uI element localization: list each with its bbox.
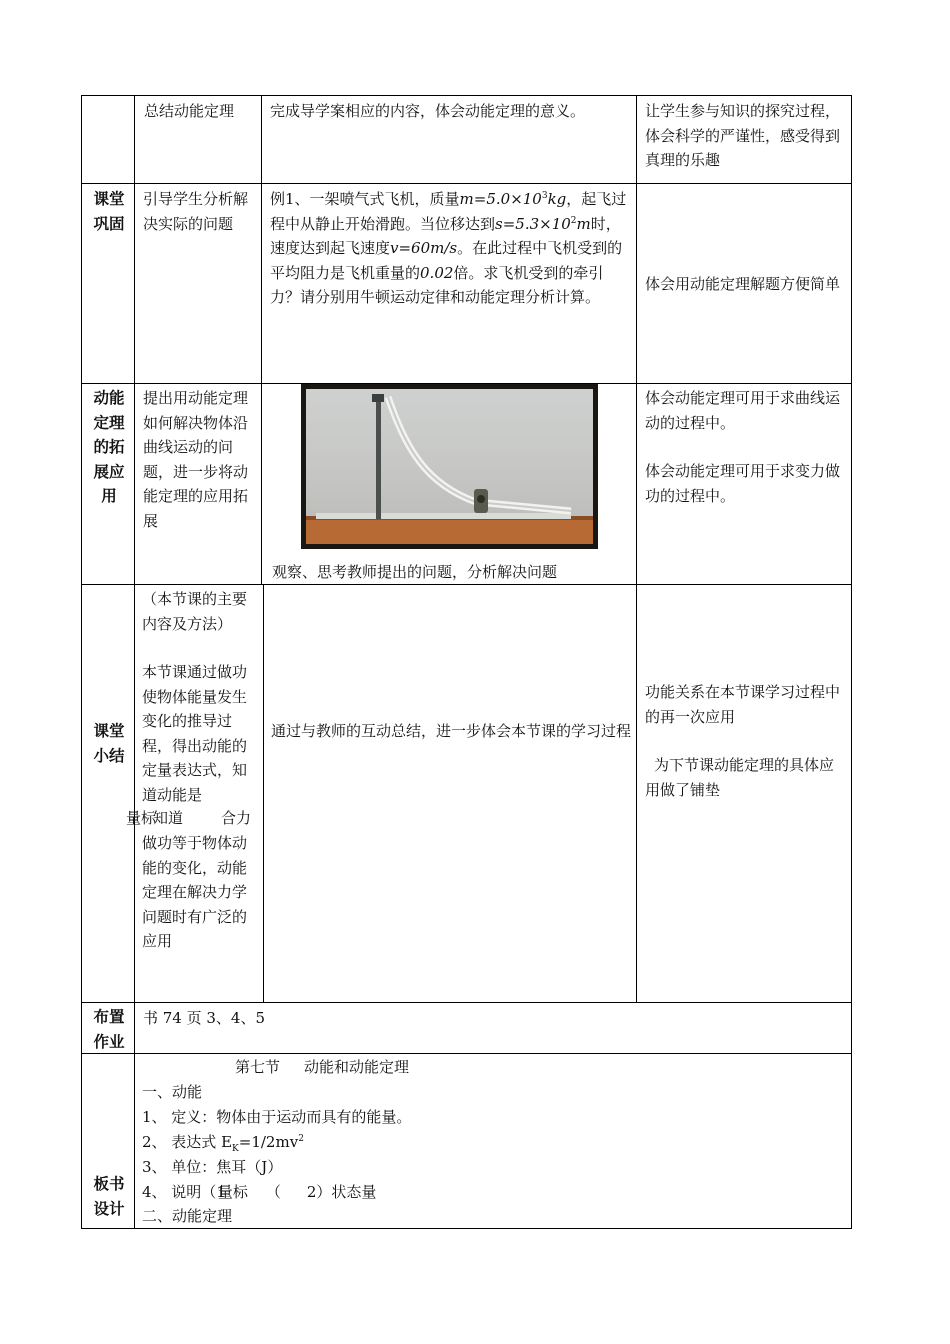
board-line-5 <box>142 1180 742 1205</box>
class-summary-scalar-line <box>126 806 261 831</box>
col-divider <box>636 584 637 1003</box>
example-text: 倍。求飞机受到的牵引力？请分别用牛顿运动定律和动能定理分析计算。 <box>270 263 604 306</box>
example-mass-exp: 3 <box>541 191 548 201</box>
example-text: ，起飞过程中从静止开始滑跑。当位移达到 <box>270 190 627 233</box>
class-summary-student-text: 通过与教师的互动总结，进一步体会本节课的学习过程 <box>271 722 632 740</box>
know-word: 知道 <box>153 809 184 827</box>
class-summary-intent-1: 功能关系在本节课学习过程中的再一次应用 <box>645 683 841 726</box>
extension-student <box>272 560 634 585</box>
stage-board <box>89 1172 129 1221</box>
board-section-number: 第七节 <box>235 1058 281 1076</box>
board-text: 1、 定义：物体由于运动而具有的能量。 <box>142 1108 412 1126</box>
board-text: 二、动能定理 <box>142 1207 233 1225</box>
row-divider <box>81 1053 852 1054</box>
class-summary-intent <box>645 680 845 802</box>
board-text: 2）状态量 <box>306 1183 377 1201</box>
example-mass-unit: kg <box>547 190 567 208</box>
summary-student <box>270 99 632 124</box>
board-title <box>235 1055 635 1080</box>
example-mass: m=5.0×10 <box>459 190 542 208</box>
consolidation-intent <box>645 272 845 297</box>
col-divider <box>636 95 637 584</box>
consolidation-activity <box>143 187 255 236</box>
stage-consolidation <box>89 187 129 236</box>
class-summary-intent-2: 为下节课动能定理的具体应用做了铺垫 <box>645 756 835 799</box>
table-border-left <box>81 95 82 1229</box>
table-border-right <box>851 95 852 1229</box>
consolidation-activity-text: 引导学生分析解决实际的问题 <box>143 190 249 233</box>
extension-activity <box>143 386 255 533</box>
extension-intent-1: 体会动能定理可用于求曲线运动的过程中。 <box>645 389 841 432</box>
board-subscript: K <box>232 1144 239 1154</box>
board-text: 量标 <box>217 1183 248 1201</box>
class-summary-activity-cont <box>142 831 258 954</box>
net-force-word: 合力 <box>221 809 252 827</box>
board-section-title: 动能和动能定理 <box>304 1058 410 1076</box>
scalar-word: 量标 <box>126 809 157 827</box>
extension-intent <box>645 386 845 508</box>
col-divider <box>261 95 262 584</box>
board-text: =1/2mv <box>238 1133 299 1151</box>
board-line-3 <box>142 1130 742 1155</box>
stage-homework-label: 布置作业 <box>93 1007 125 1051</box>
class-summary-activity <box>142 587 258 807</box>
board-text: 一、动能 <box>142 1083 203 1101</box>
experiment-photo <box>301 384 598 549</box>
extension-student-text: 观察、思考教师提出的问题，分析解决问题 <box>272 563 558 581</box>
board-line-4 <box>142 1155 742 1180</box>
row-divider <box>81 1002 852 1003</box>
summary-intent-text: 让学生参与知识的探究过程，体会科学的严谨性，感受得到真理的乐趣 <box>645 102 841 169</box>
example-speed: v=60m/s <box>390 239 458 257</box>
board-text: （ <box>265 1183 281 1201</box>
board-text: 4、 说明（1 <box>142 1183 226 1201</box>
stage-extension-label: 动能定理的拓展应用 <box>93 388 125 505</box>
class-summary-body-cont: 做功等于物体动能的变化，动能定理在解决力学问题时有广泛的应用 <box>142 834 248 950</box>
summary-activity-text: 总结动能定理 <box>144 102 235 120</box>
stage-board-label: 板书设计 <box>93 1174 125 1218</box>
stage-extension <box>89 386 129 509</box>
extension-activity-text: 提出用动能定理如何解决物体沿曲线运动的问题，进一步将动能定理的应用拓展 <box>143 389 249 530</box>
class-summary-student <box>271 719 631 744</box>
stage-class-summary-label: 课堂小结 <box>93 721 125 765</box>
summary-intent <box>645 99 845 173</box>
summary-activity <box>144 99 256 124</box>
curved-track-apparatus-image <box>306 389 593 544</box>
example-disp-unit: m <box>576 214 591 233</box>
extension-intent-2: 体会动能定理可用于求变力做功的过程中。 <box>645 462 841 505</box>
class-summary-body: 本节课通过做功使物体能量发生变化的推导过程，得出动能的定量表达式，知道动能是 <box>142 663 248 804</box>
col-divider <box>263 584 264 1003</box>
homework-text: 书 74 页 3、4、5 <box>143 1009 266 1027</box>
board-line-6 <box>142 1204 742 1229</box>
example-ratio: 0.02 <box>420 263 454 282</box>
stage-class-summary <box>89 719 129 768</box>
example-problem <box>270 187 632 310</box>
summary-student-text: 完成导学案相应的内容，体会动能定理的意义。 <box>270 102 586 120</box>
example-disp-exp: 2 <box>570 215 577 226</box>
row-divider <box>81 183 852 184</box>
board-text: 3、 单位：焦耳（J） <box>142 1158 283 1176</box>
example-text: 时，速度达到起飞速度 <box>270 214 621 257</box>
consolidation-intent-text: 体会用动能定理解题方便简单 <box>645 275 841 293</box>
table-border-top <box>81 95 852 96</box>
example-text: 。在此过程中飞机受到的平均阻力是飞机重量的 <box>270 239 623 282</box>
col-divider <box>134 95 135 1229</box>
board-line-1 <box>142 1080 742 1105</box>
board-text: 2、 表达式 E <box>142 1133 233 1151</box>
stage-consolidation-label: 课堂巩固 <box>93 189 125 233</box>
example-text: 例1、一架喷气式飞机，质量 <box>270 190 460 208</box>
class-summary-method: （本节课的主要内容及方法） <box>142 590 248 633</box>
board-line-2 <box>142 1105 742 1130</box>
stage-homework <box>89 1005 129 1054</box>
board-superscript: 2 <box>298 1134 304 1144</box>
example-disp: s=5.3×10 <box>495 214 571 233</box>
homework-content <box>143 1006 643 1031</box>
